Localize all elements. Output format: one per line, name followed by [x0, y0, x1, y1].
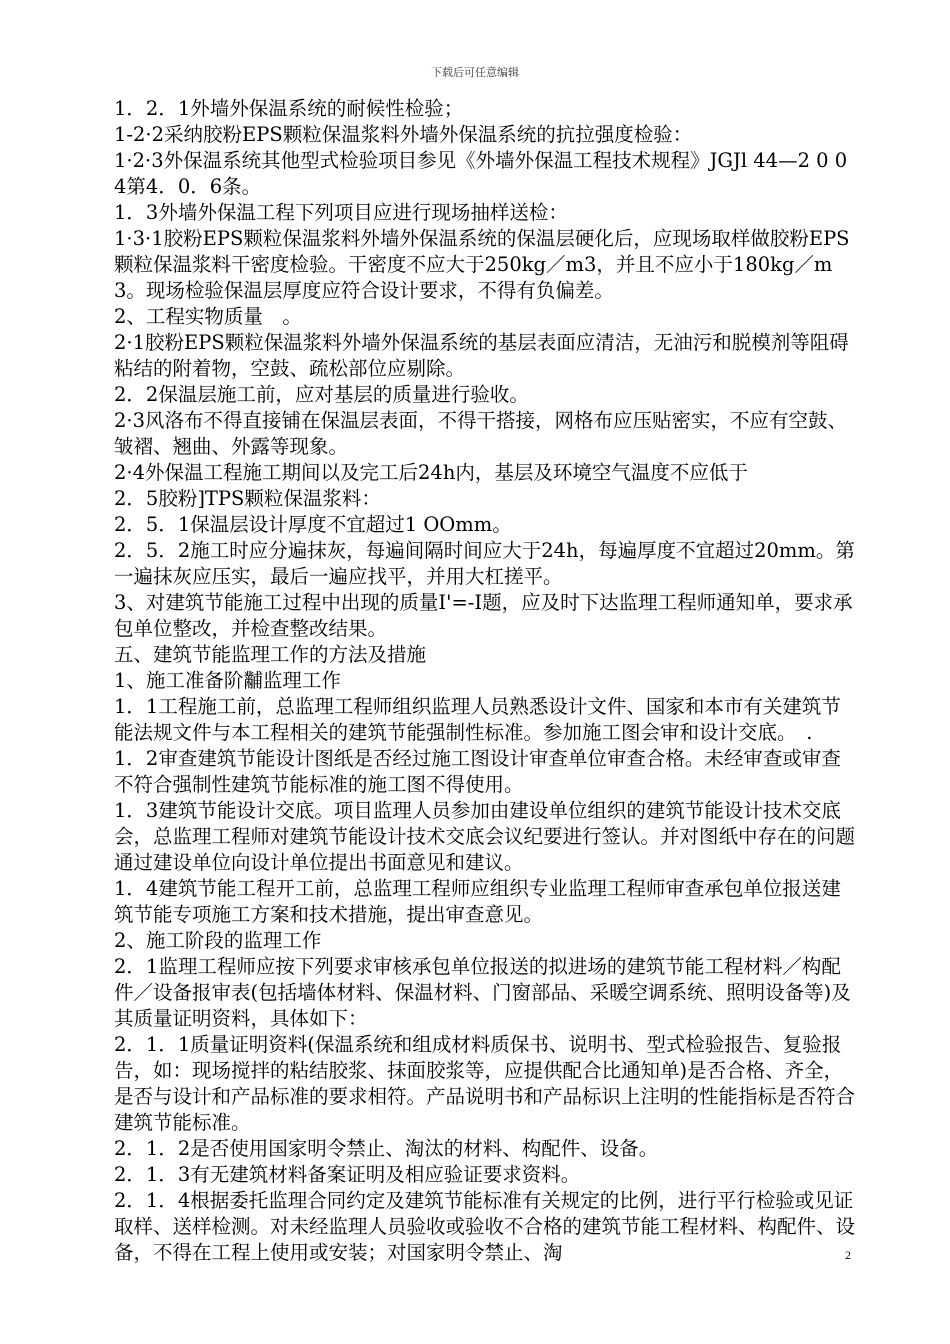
paragraph: 1．2审查建筑节能设计图纸是否经过施工图设计审查单位审查合格。未经审查或审查不符合强制性建筑节能标准的施工图不得使用。 — [114, 747, 841, 796]
paragraph: 1．1工程施工前，总监理工程师组织监理人员熟悉设计文件、国家和本市有关建筑节能法规文件与本工程相关的建筑节能强制性标准。参加施工图会审和设计交底。 . — [114, 695, 841, 744]
paragraph: 2．1．3有无建筑材料备案证明及相应验证要求资料。 — [114, 1163, 581, 1186]
paragraph: 1．4建筑节能工程开工前，总监理工程师应组织专业监理工程师审查承包单位报送建筑节能专项施工方案和技术措施，提出审查意见。 — [114, 877, 841, 926]
paragraph: 五、建筑节能监理工作的方法及措施 — [114, 643, 427, 666]
paragraph: 1．3外墙外保温工程下列项目应进行现场抽样送检： — [114, 201, 568, 224]
paragraph: 2．5胶粉]TPS颗粒保温浆料： — [114, 487, 381, 510]
paragraph: 3、对建筑节能施工过程中出现的质量I'=-I题，应及时下达监理工程师通知单，要求承包单位整改，并检查整改结果。 — [114, 591, 853, 640]
paragraph: 1．3建筑节能设计交底。项目监理人员参加由建设单位组织的建筑节能设计技术交底会，总监理工程师对建筑节能设计技术交底会议纪要进行签认。并对图纸中存在的问题通过建设单位向设计单位提出书面意见和建议。 — [114, 799, 856, 874]
paragraph: 2．1．2是否使用国家明令禁止、淘汰的材料、构配件、设备。 — [114, 1137, 659, 1160]
paragraph: 2．1．1质量证明资料(保温系统和组成材料质保书、说明书、型式检验报告、复验报告，如：现场搅拌的粘结胶浆、抹面胶浆等，应提供配合比通知单)是否合格、齐全，是否与设计和产品标准的要求相符。产品说明书和产品标识上注明的性能指标是否符合建筑节能标准。 — [114, 1033, 856, 1134]
document-body — [114, 96, 859, 1266]
paragraph: 1．2．1外墙外保温系统的耐候性检验； — [114, 97, 464, 120]
paragraph: 2．1．4根据委托监理合同约定及建筑节能标准有关规定的比例，进行平行检验或见证取样、送样检测。对未经监理人员验收或验收不合格的建筑节能工程材料、构配件、设备，不得在工程上使用或安装；对国家明令禁止、淘 — [114, 1189, 856, 1264]
paragraph: 2·3风洛布不得直接铺在保温层表面，不得干搭接，网格布应压贴密实，不应有空鼓、皱褶、翘曲、外露等现象。 — [114, 409, 848, 458]
paragraph: 2·1胶粉EPS颗粒保温浆料外墙外保温系统的基层表面应清洁，无油污和脱模剂等阻碍粘结的附着物，空鼓、疏松部位应剔除。 — [114, 331, 849, 380]
paragraph: 2、施工阶段的监理工作 — [114, 929, 322, 952]
paragraph: 1-2·2采纳胶粉EPS颗粒保温浆料外墙外保温系统的抗拉强度检验： — [114, 123, 693, 146]
page-number: 2 — [845, 1248, 851, 1262]
paragraph: 1、施工准备阶黼监理工作 — [114, 669, 341, 692]
paragraph: 2．1监理工程师应按下列要求审核承包单位报送的拟进场的建筑节能工程材料／构配件／设备报审表(包括墙体材料、保温材料、门窗部品、采暖空调系统、照明设备等)及其质量证明资料，具体如下： — [114, 955, 851, 1030]
paragraph: 2．2保温层施工前，应对基层的质量进行验收。 — [114, 383, 529, 406]
paragraph: 2．5．2施工时应分遍抹灰，每遍间隔时间应大于24h，每遍厚度不宜超过20mm。第一遍抹灰应压实，最后一遍应找平，并用大杠搓平。 — [114, 539, 855, 588]
paragraph: 1·3·1胶粉EPS颗粒保温浆料外墙外保温系统的保温层硬化后，应现场取样做胶粉EPS颗粒保温浆料干密度检验。干密度不应大于250kg／m3，并且不应小于180kg／m3。现场检验保温层厚度应符合设计要求，不得有负偏差。 — [114, 227, 850, 302]
page-header: 下载后可任意编辑 — [431, 66, 519, 79]
paragraph: 2·4外保温工程施工期间以及完工后24h内，基层及环境空气温度不应低于 — [114, 461, 748, 484]
paragraph: 1·2·3外保温系统其他型式检验项目参见《外墙外保温工程技术规程》JGJl 44—2 0 04第4．0．6条。 — [114, 149, 848, 198]
paragraph: 2、工程实物质量 。 — [114, 305, 302, 328]
paragraph: 2．5．1保温层设计厚度不宜超过1 OOmm。 — [114, 513, 512, 536]
